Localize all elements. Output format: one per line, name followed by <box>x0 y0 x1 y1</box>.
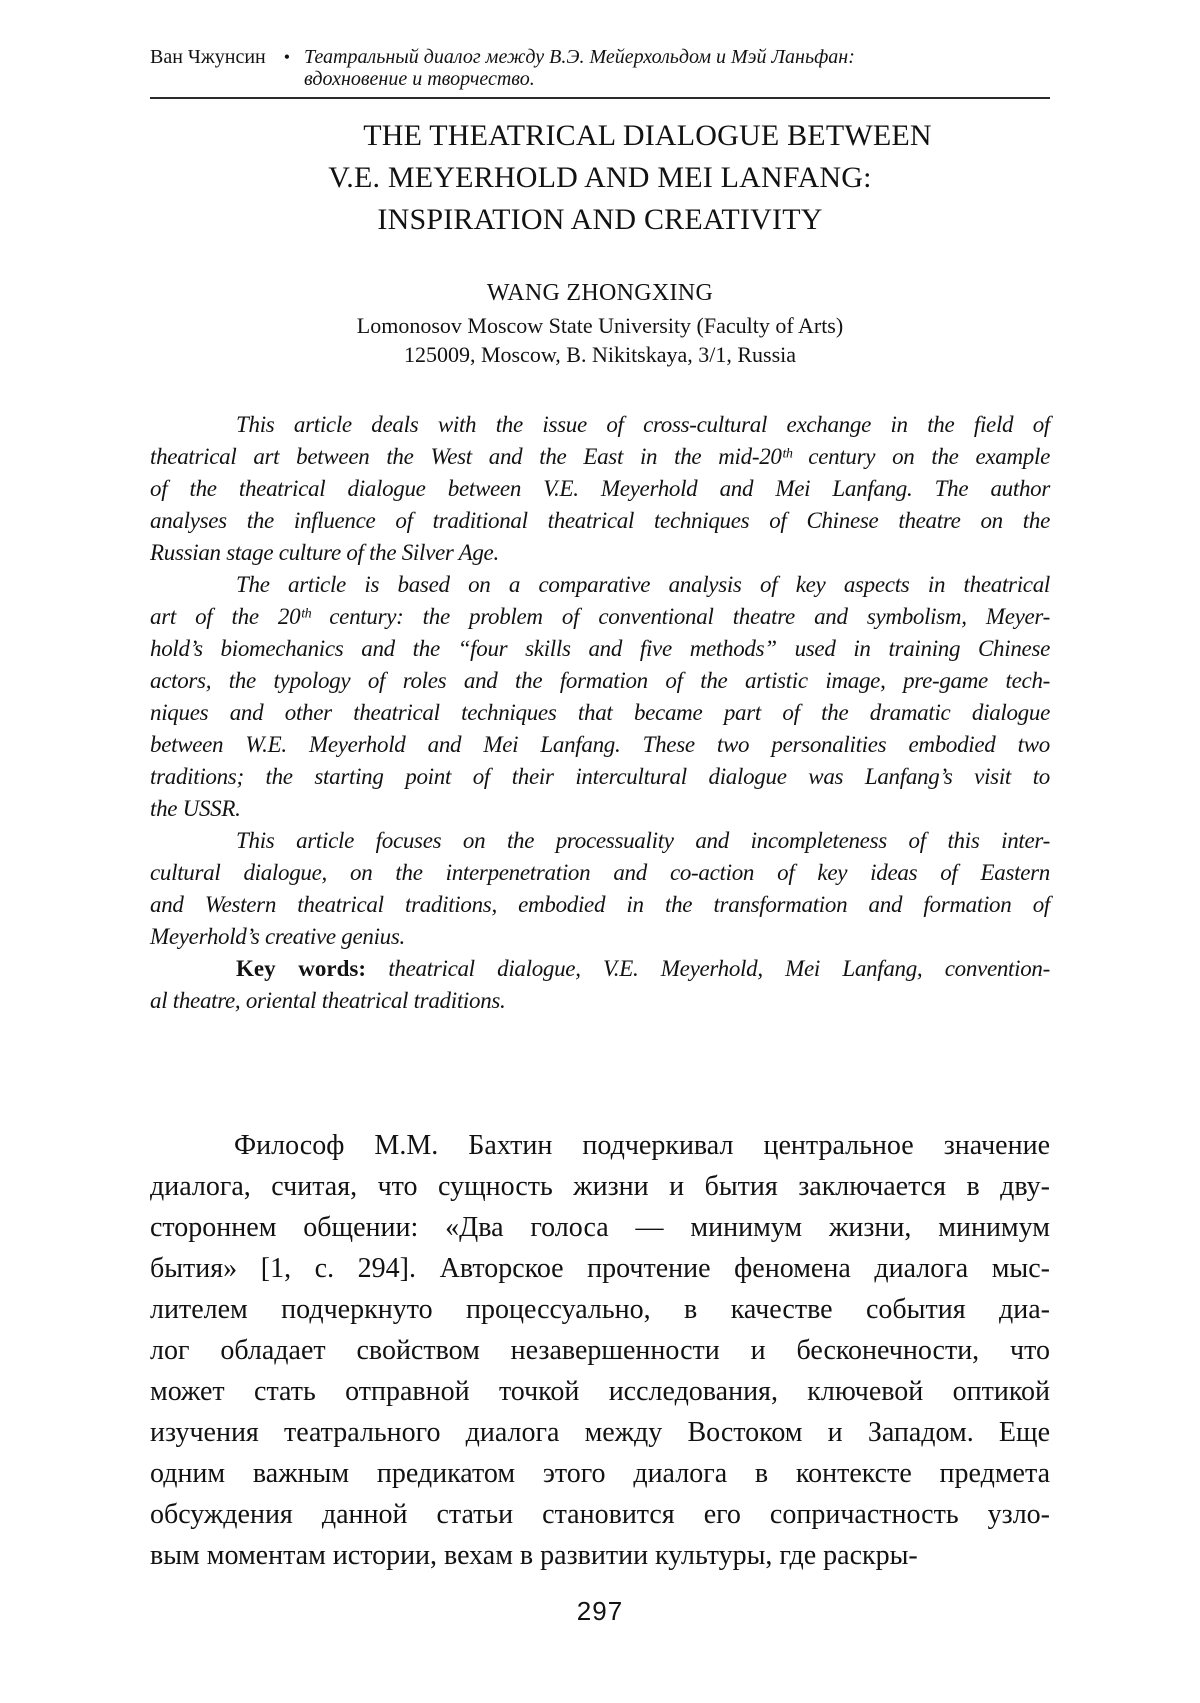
text-line: одним важным предикатом этого диалога в контексте предмета <box>150 1458 1050 1489</box>
bullet-separator: • <box>283 47 291 67</box>
text-line: Key words: theatrical dialogue, V.E. Meyerhold, Mei Lanfang, convention- <box>236 956 1050 981</box>
text-line: изучения театрального диалога между Востоком и Западом. Еще <box>150 1417 1050 1448</box>
text-line: of the theatrical dialogue between V.E. Meyerhold and Mei Lanfang. The author <box>150 476 1050 501</box>
running-head <box>150 46 1050 90</box>
text-line: диалога, считая, что сущность жизни и бытия заключается в дву- <box>150 1171 1050 1202</box>
text-line: Театральный диалог между В.Э. Мейерхольдом и Мэй Ланьфан: <box>304 46 855 68</box>
abstract-paragraph-3 <box>150 825 1050 953</box>
text-line: theatrical art between the West and the East in the mid-20ᵗʰ century on the example <box>150 444 1050 469</box>
text-line: 125009, Moscow, B. Nikitskaya, 3/1, Russia <box>403 342 797 367</box>
text-line: cultural dialogue, on the interpenetration and co-action of key ideas of Eastern <box>150 860 1050 885</box>
text-line: The article is based on a comparative analysis of key aspects in theatrical <box>236 572 1050 597</box>
text-line: лителем подчеркнуто процессуально, в качестве события диа- <box>150 1294 1050 1325</box>
text-line: Russian stage culture of the Silver Age. <box>150 540 499 565</box>
page-content <box>150 46 1050 1627</box>
abstract-section <box>150 409 1050 1017</box>
abstract-paragraph-2 <box>150 569 1050 825</box>
text-line: This article focuses on the processuality and incompleteness of this inter- <box>236 828 1050 853</box>
text-line: V.E. MEYERHOLD AND MEI LANFANG: <box>328 161 872 194</box>
text-line: traditions; the starting point of their intercultural dialogue was Lanfang’s visit to <box>150 764 1050 789</box>
text-line: between W.E. Meyerhold and Mei Lanfang. These two personalities embodied two <box>150 732 1050 757</box>
article-title <box>150 115 1050 241</box>
text-line: Философ М.М. Бахтин подчеркивал центральное значение <box>234 1130 1050 1161</box>
author-affiliation <box>150 311 1050 369</box>
text-line: Lomonosov Moscow State University (Faculty of Arts) <box>356 313 844 338</box>
text-line: вым моментам истории, вехам в развитии культуры, где раскры- <box>150 1540 918 1571</box>
text-line: actors, the typology of roles and the formation of the artistic image, pre-game tech- <box>150 668 1050 693</box>
text-line: This article deals with the issue of cross-cultural exchange in the field of <box>236 412 1050 437</box>
text-line: and Western theatrical traditions, embodied in the transformation and formation of <box>150 892 1050 917</box>
running-head-author: Ван Чжунсин <box>150 46 266 68</box>
text-line: лог обладает свойством незавершенности и бесконечности, что <box>150 1335 1050 1366</box>
text-line: Meyerhold’s creative genius. <box>150 924 405 949</box>
abstract-paragraph-1 <box>150 409 1050 569</box>
text-line: hold’s biomechanics and the “four skills and five methods” used in training Chinese <box>150 636 1050 661</box>
body-paragraph-1 <box>150 1125 1050 1576</box>
keywords-paragraph <box>150 953 1050 1017</box>
text-line: al theatre, oriental theatrical traditions. <box>150 988 506 1013</box>
text-line: может стать отправной точкой исследования, ключевой оптикой <box>150 1376 1050 1407</box>
text-line: analyses the influence of traditional theatrical techniques of Chinese theatre on the <box>150 508 1050 533</box>
header-divider <box>150 97 1050 99</box>
text-line: the USSR. <box>150 796 241 821</box>
text-line: THE THEATRICAL DIALOGUE BETWEEN <box>363 119 932 152</box>
text-line: INSPIRATION AND CREATIVITY <box>377 203 823 236</box>
keywords-label: Key words: <box>236 956 366 981</box>
text-line: art of the 20ᵗʰ century: the problem of conventional theatre and symbolism, Meyer- <box>150 604 1050 629</box>
text-line: бытия» [1, с. 294]. Авторское прочтение феномена диалога мыс- <box>150 1253 1050 1284</box>
text-line: вдохновение и творчество. <box>304 68 535 90</box>
text-line: стороннем общении: «Два голоса — минимум жизни, минимум <box>150 1212 1050 1243</box>
page-number: 297 <box>576 1596 624 1626</box>
running-head-title <box>304 46 855 90</box>
body-section <box>150 1125 1050 1576</box>
text-line: обсуждения данной статьи становится его сопричастность узло- <box>150 1499 1050 1530</box>
author-name: WANG ZHONGXING <box>486 280 714 306</box>
text-line: niques and other theatrical techniques that became part of the dramatic dialogue <box>150 700 1050 725</box>
